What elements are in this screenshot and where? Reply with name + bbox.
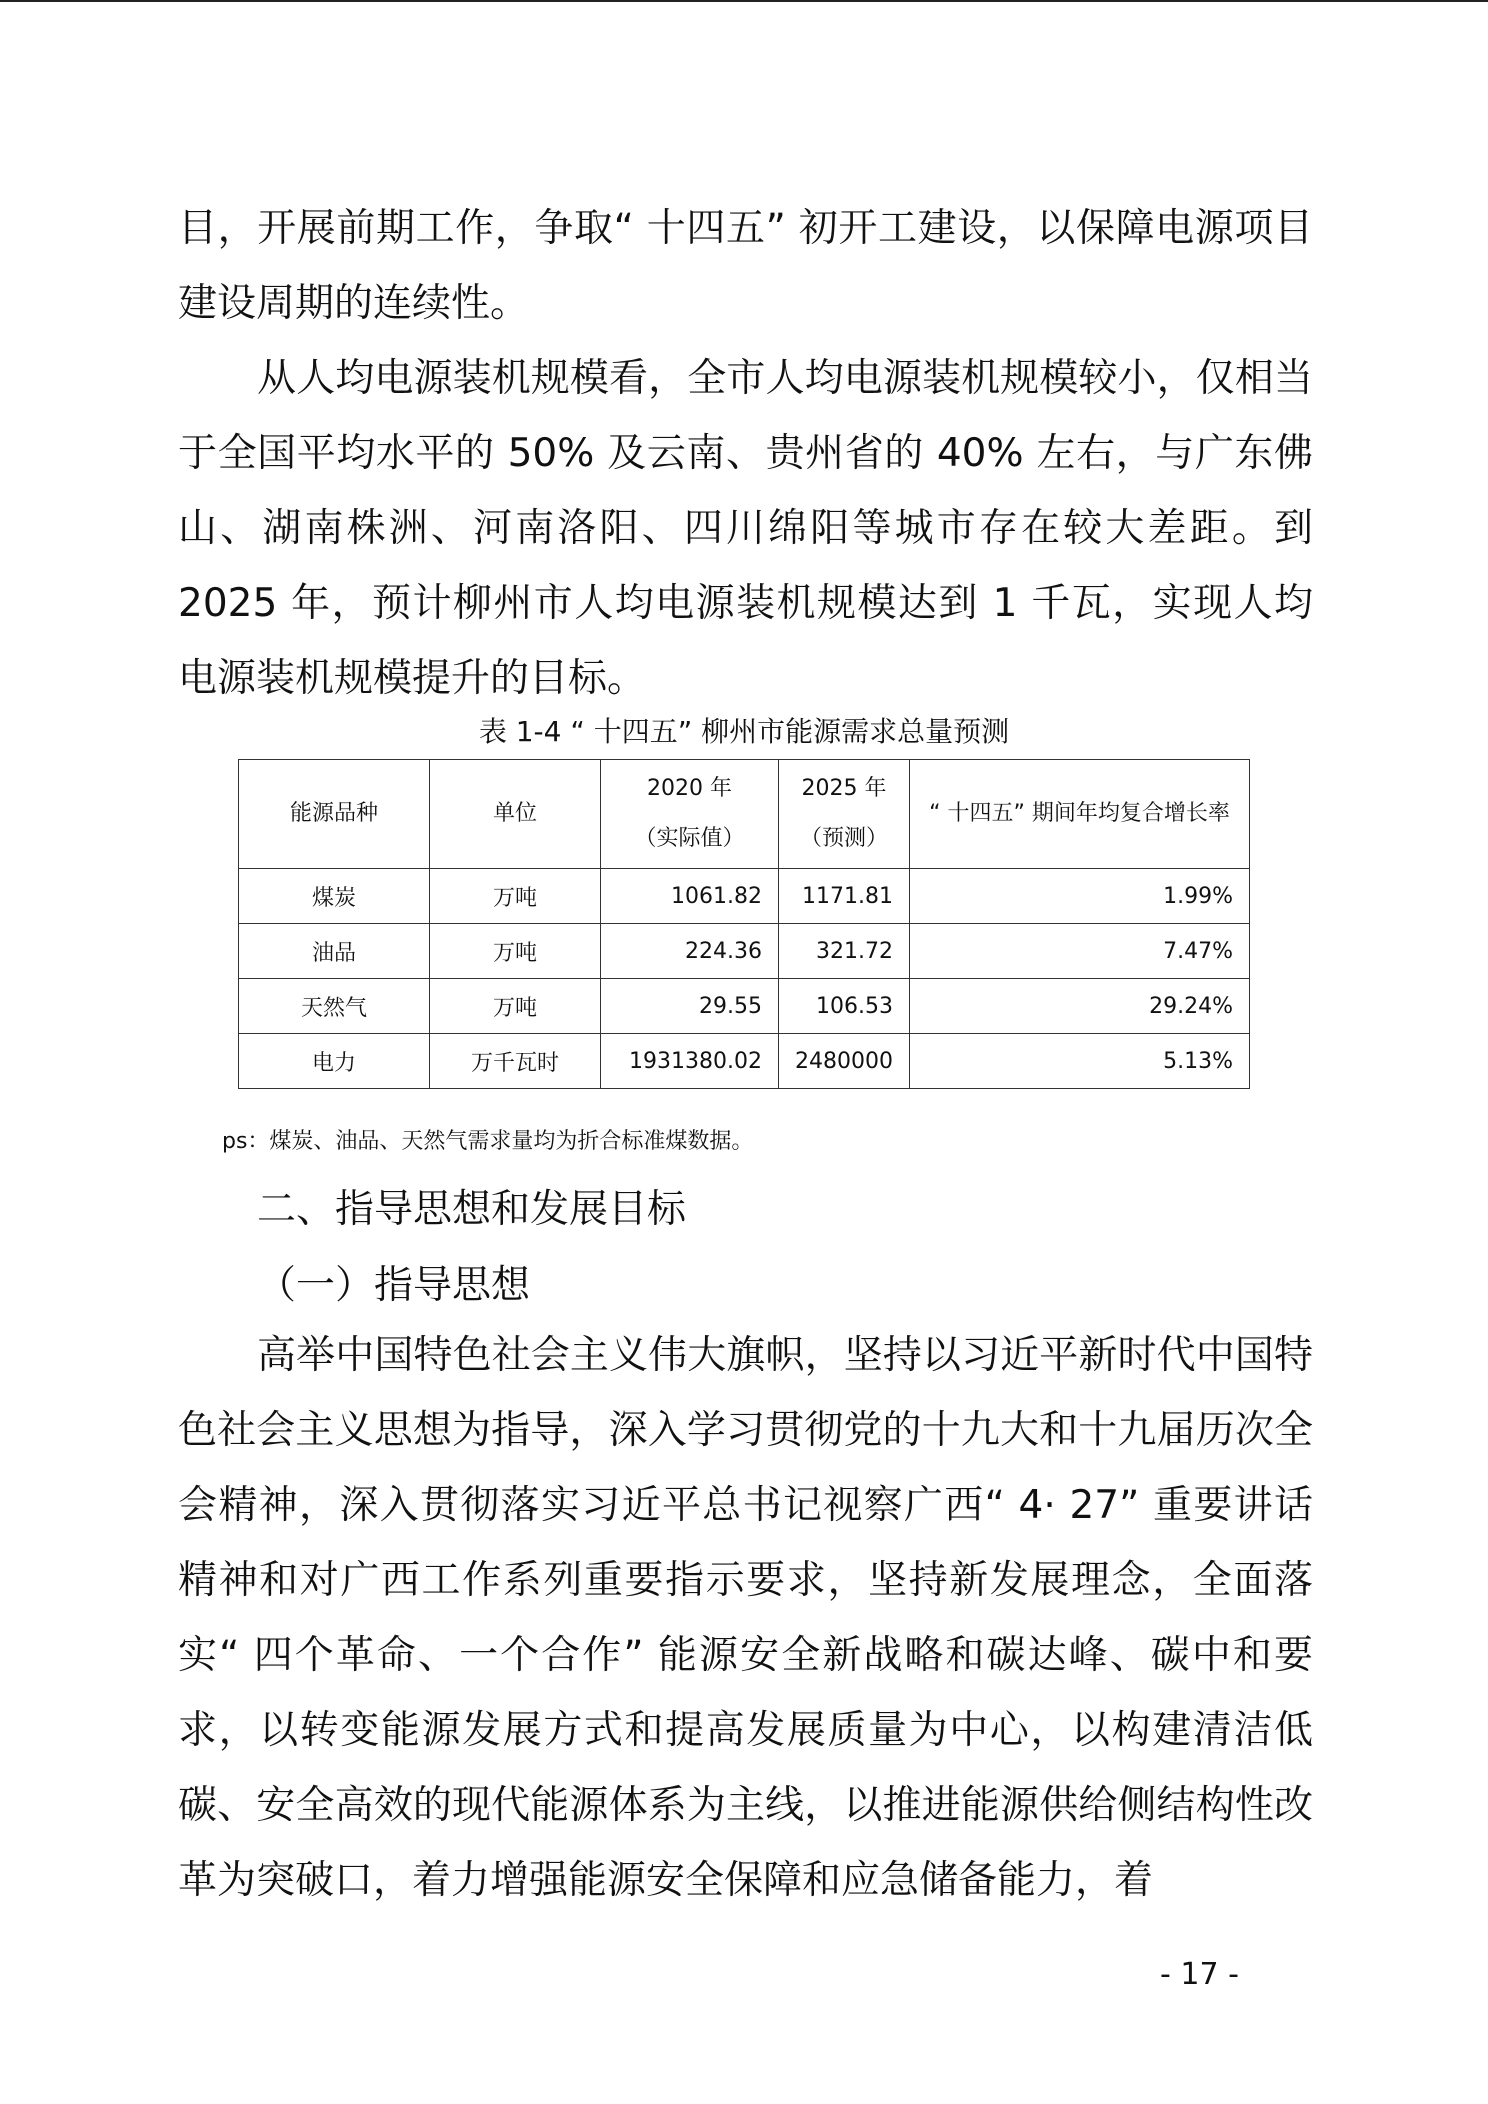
table-row: [239, 979, 1250, 1034]
header-growth-rate: “ 十四五” 期间年均复合增长率: [909, 760, 1249, 869]
cell-2020-value: 224.36: [601, 924, 779, 979]
table-row: [239, 869, 1250, 924]
cell-growth-rate: 5.13%: [909, 1034, 1249, 1089]
header-category: 能源品种: [239, 760, 430, 869]
cell-growth-rate: 1.99%: [909, 869, 1249, 924]
paragraph-continuation: 目，开展前期工作，争取“ 十四五” 初开工建设，以保障电源项目建设周期的连续性。: [178, 206, 1313, 326]
paragraph-per-capita-capacity: 从人均电源装机规模看，全市人均电源装机规模较小，仅相当于全国平均水平的 50% 及云南、贵州省的 40% 左右，与广东佛山、湖南株洲、河南洛阳、四川绵阳等城市存在较大差距。到 2025 年，预计柳州市人均电源装机规模达到 1 千瓦，实现人均电源装机规模提升的目标。: [178, 356, 1313, 701]
header-2020: [601, 760, 779, 869]
header-2020-note: （实际值）: [634, 826, 745, 851]
cell-growth-rate: 7.47%: [909, 924, 1249, 979]
cell-category: 煤炭: [239, 869, 430, 924]
cell-category: 油品: [239, 924, 430, 979]
cell-unit: 万吨: [430, 979, 601, 1034]
table-caption: 表 1-4 “ 十四五” 柳州市能源需求总量预测: [478, 715, 1010, 748]
cell-2025-value: 106.53: [779, 979, 910, 1034]
cell-growth-rate: 29.24%: [909, 979, 1249, 1034]
cell-category: 电力: [239, 1034, 430, 1089]
header-2025-year: 2025 年: [801, 776, 887, 801]
table-row: [239, 924, 1250, 979]
page-number: - 17 -: [1160, 1957, 1239, 1992]
header-2025-note: （预测）: [799, 826, 888, 851]
section-heading: 二、指导思想和发展目标: [257, 1187, 687, 1232]
cell-category: 天然气: [239, 979, 430, 1034]
subsection-heading: （一）指导思想: [257, 1263, 531, 1308]
cell-2020-value: 29.55: [601, 979, 779, 1034]
cell-unit: 万吨: [430, 869, 601, 924]
table-header-row: [239, 760, 1250, 869]
cell-2025-value: 321.72: [779, 924, 910, 979]
header-2020-year: 2020 年: [647, 776, 732, 801]
header-unit: 单位: [430, 760, 601, 869]
table-footnote: ps：煤炭、油品、天然气需求量均为折合标准煤数据。: [222, 1129, 754, 1154]
cell-2020-value: 1931380.02: [601, 1034, 779, 1089]
table-row: [239, 1034, 1250, 1089]
cell-unit: 万千瓦时: [430, 1034, 601, 1089]
header-2025: [779, 760, 910, 869]
cell-2020-value: 1061.82: [601, 869, 779, 924]
cell-2025-value: 1171.81: [779, 869, 910, 924]
cell-2025-value: 2480000: [779, 1034, 910, 1089]
cell-unit: 万吨: [430, 924, 601, 979]
top-border-rule: [0, 0, 1488, 2]
energy-demand-table: [238, 759, 1250, 1089]
paragraph-guiding-thought: 高举中国特色社会主义伟大旗帜，坚持以习近平新时代中国特色社会主义思想为指导，深入学习贯彻党的十九大和十九届历次全会精神，深入贯彻落实习近平总书记视察广西“ 4· 27” 重要讲话精神和对广西工作系列重要指示要求，坚持新发展理念，全面落实“ 四个革命、一个合作” 能源安全新战略和碳达峰、碳中和要求，以转变能源发展方式和提高发展质量为中心，以构建清洁低碳、安全高效的现代能源体系为主线，以推进能源供给侧结构性改革为突破口，着力增强能源安全保障和应急储备能力，着: [178, 1333, 1313, 1903]
